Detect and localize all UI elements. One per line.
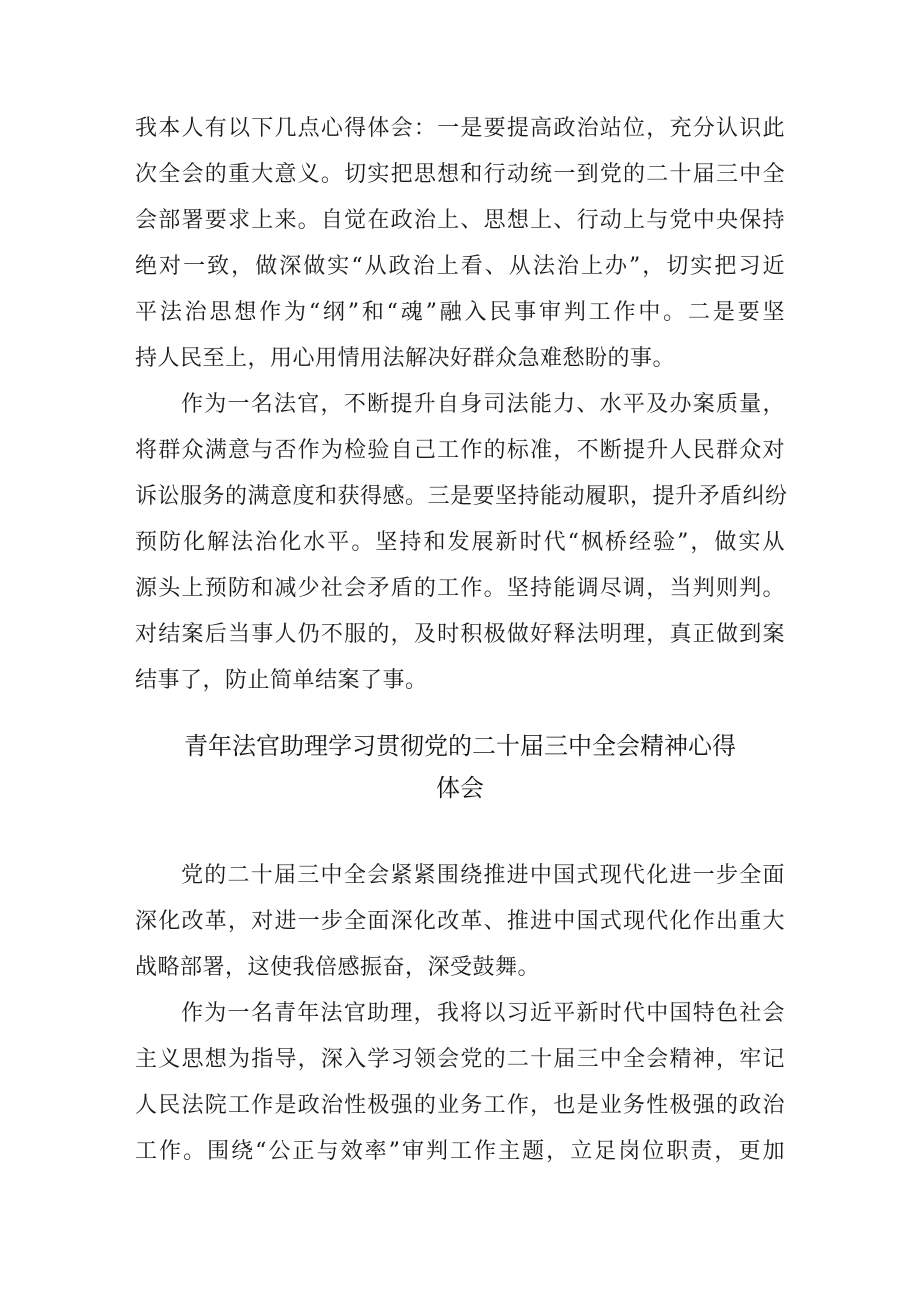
text-line: 绝对一致，做深做实“从政治上看、从法治上办”，切实把习近 xyxy=(135,254,785,279)
title-line: 青年法官助理学习贯彻党的二十届三中全会精神心得 xyxy=(184,732,736,760)
text-line: 持人民至上，用心用情用法解决好群众急难愁盼的事。 xyxy=(135,346,676,371)
section2-paragraph-1 xyxy=(135,853,785,991)
text-line: 作为一名青年法官助理，我将以习近平新时代中国特色社会 xyxy=(181,1001,785,1026)
section2-paragraph-2 xyxy=(135,991,785,1175)
text-line: 工作。围绕“公正与效率”审判工作主题，立足岗位职责，更加 xyxy=(135,1139,785,1164)
section-title xyxy=(135,725,785,809)
title-line: 体会 xyxy=(436,774,484,802)
text-line: 深化改革，对进一步全面深化改革、推进中国式现代化作出重大 xyxy=(135,909,785,934)
text-line: 对结案后当事人仍不服的，及时积极做好释法明理，真正做到案 xyxy=(135,622,785,647)
text-line: 人民法院工作是政治性极强的业务工作，也是业务性极强的政治 xyxy=(135,1093,785,1118)
text-line: 党的二十届三中全会紧紧围绕推进中国式现代化进一步全面 xyxy=(181,863,785,888)
section1-paragraph-1 xyxy=(135,106,785,382)
text-line: 次全会的重大意义。切实把思想和行动统一到党的二十届三中全 xyxy=(135,162,785,187)
text-line: 会部署要求上来。自觉在政治上、思想上、行动上与党中央保持 xyxy=(135,208,785,233)
text-line: 诉讼服务的满意度和获得感。三是要坚持能动履职，提升矛盾纠纷 xyxy=(135,484,788,509)
text-line: 预防化解法治化水平。坚持和发展新时代“枫桥经验”，做实从 xyxy=(135,530,785,555)
text-line: 作为一名法官，不断提升自身司法能力、水平及办案质量， xyxy=(181,392,785,417)
text-line: 平法治思想作为“纲”和“魂”融入民事审判工作中。二是要坚 xyxy=(135,300,785,325)
section1-paragraph-2 xyxy=(135,382,788,704)
text-line: 主义思想为指导，深入学习领会党的二十届三中全会精神，牢记 xyxy=(135,1047,785,1072)
text-line: 将群众满意与否作为检验自己工作的标准，不断提升人民群众对 xyxy=(135,438,785,463)
text-line: 结事了，防止简单结案了事。 xyxy=(135,668,428,693)
text-line: 源头上预防和减少社会矛盾的工作。坚持能调尽调，当判则判。 xyxy=(135,576,785,601)
text-line: 我本人有以下几点心得体会：一是要提高政治站位，充分认识此 xyxy=(135,116,785,141)
text-line: 战略部署，这使我倍感振奋，深受鼓舞。 xyxy=(135,955,541,980)
